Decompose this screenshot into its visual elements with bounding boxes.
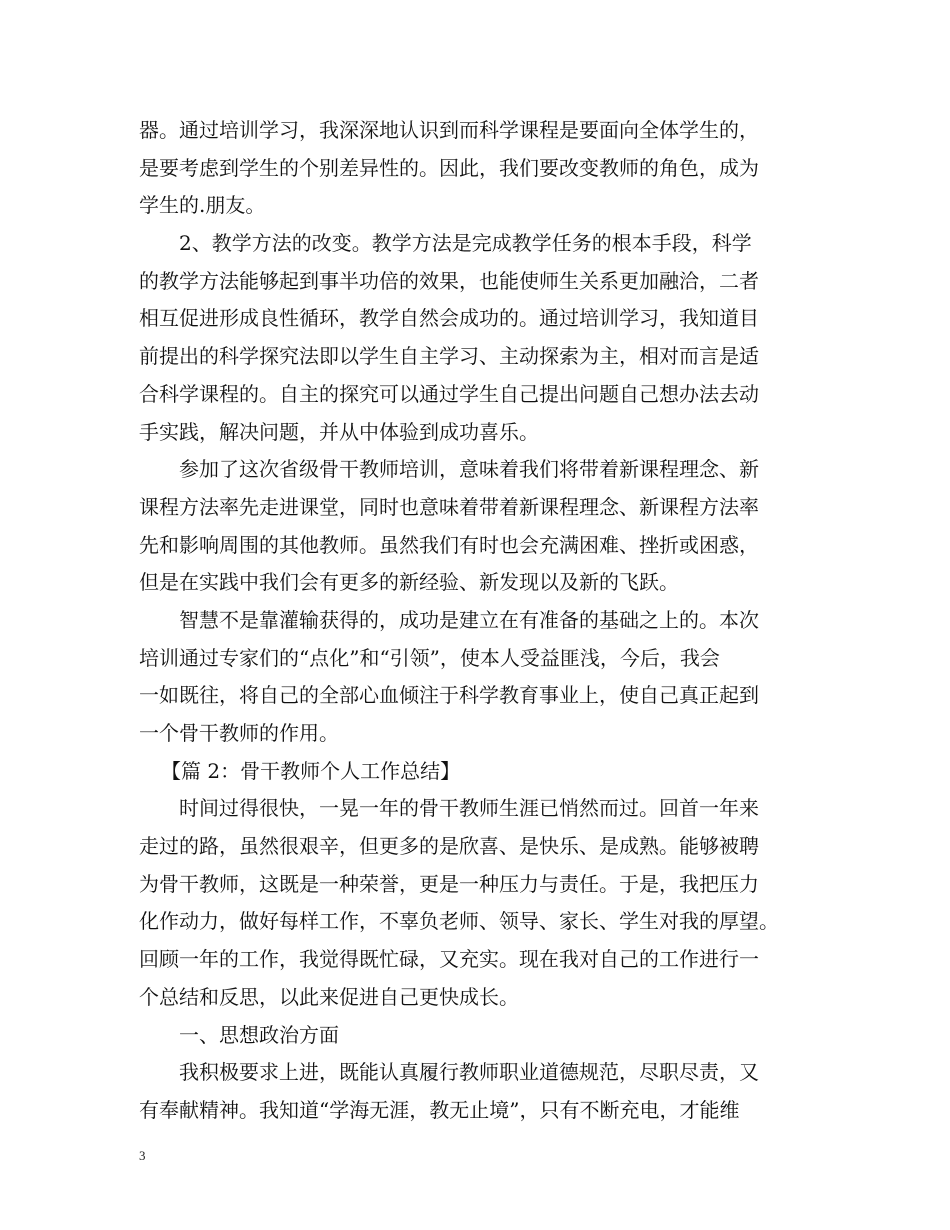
text-line: 我积极要求上进，既能认真履行教师职业道德规范，尽职尽责，又 [179, 1060, 759, 1085]
text-line: 是要考虑到学生的个别差异性的。因此，我们要改变教师的角色，成为 [139, 155, 759, 180]
text-line: 一、思想政治方面 [179, 1022, 339, 1047]
text-line: 的教学方法能够起到事半功倍的效果，也能使师生关系更加融洽，二者 [139, 268, 759, 293]
text-line: 时间过得很快，一晃一年的骨干教师生涯已悄然而过。回首一年来 [179, 796, 759, 821]
text-line: 培训通过专家们的“点化”和“引领”，使本人受益匪浅，今后，我会 [139, 645, 720, 670]
text-line: 前提出的科学探究法即以学生自主学习、主动探索为主，相对而言是适 [139, 344, 759, 369]
text-line: 走过的路，虽然很艰辛，但更多的是欣喜、是快乐、是成熟。能够被聘 [139, 834, 759, 859]
text-line: 有奉献精神。我知道“学海无涯，教无止境”，只有不断充电，才能维 [139, 1097, 740, 1122]
document-body [139, 112, 819, 1130]
text-line: 为骨干教师，这既是一种荣誉，更是一种压力与责任。于是，我把压力 [139, 871, 759, 896]
text-line: 参加了这次省级骨干教师培训，意味着我们将带着新课程理念、新 [179, 457, 759, 482]
text-line: 智慧不是靠灌输获得的，成功是建立在有准备的基础之上的。本次 [179, 607, 759, 632]
page-number: 3 [139, 1148, 146, 1163]
text-line: 个总结和反思，以此来促进自己更快成长。 [139, 984, 519, 1009]
text-line: 一个骨干教师的作用。 [139, 721, 339, 745]
text-line: 学生的.朋友。 [139, 193, 266, 218]
text-line: 一如既往，将自己的全部心血倾注于科学教育事业上，使自己真正起到 [139, 683, 759, 708]
text-line: 先和影响周围的其他教师。虽然我们有时也会充满困难、挫折或困惑， [139, 532, 759, 557]
text-line: 相互促进形成良性循环，教学自然会成功的。通过培训学习，我知道目 [139, 306, 759, 331]
text-line: 课程方法率先走进课堂，同时也意味着带着新课程理念、新课程方法率 [139, 494, 759, 519]
text-line: 2、教学方法的改变。教学方法是完成教学任务的根本手段，科学 [179, 231, 752, 256]
text-line: 器。通过培训学习，我深深地认识到而科学课程是要面向全体学生的， [139, 118, 759, 142]
section-heading: 【篇 2：骨干教师个人工作总结】 [161, 758, 461, 783]
text-line: 化作动力，做好每样工作，不辜负老师、领导、家长、学生对我的厚望。 [139, 909, 779, 934]
text-line: 合科学课程的。自主的探究可以通过学生自己提出问题自己想办法去动 [139, 381, 759, 406]
text-line: 但是在实践中我们会有更多的新经验、新发现以及新的飞跃。 [139, 570, 679, 595]
text-line: 回顾一年的工作，我觉得既忙碌，又充实。现在我对自己的工作进行一 [139, 947, 759, 972]
text-line: 手实践，解决问题，并从中体验到成功喜乐。 [139, 419, 539, 444]
